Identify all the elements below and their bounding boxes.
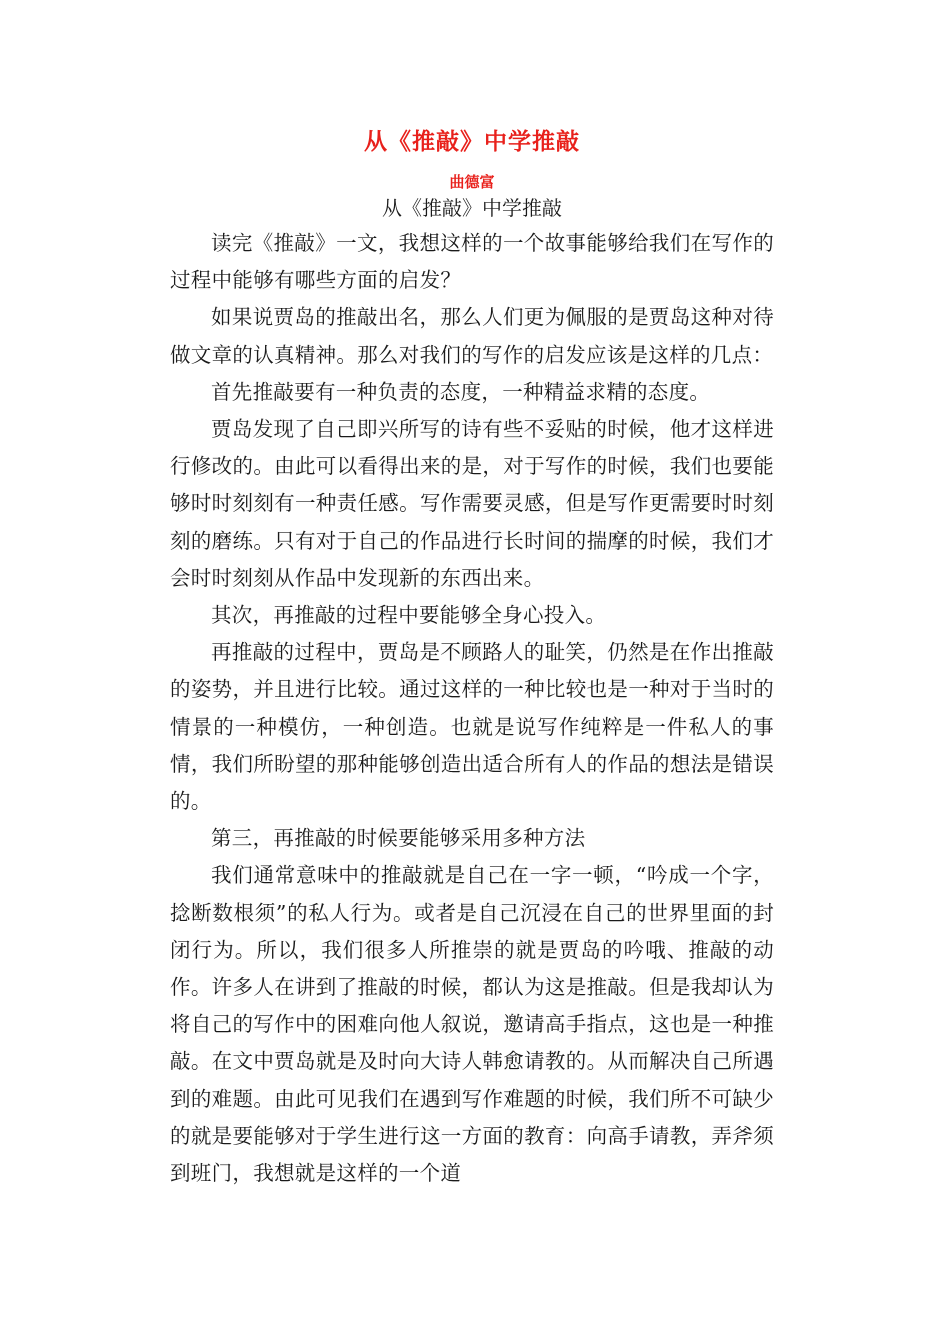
paragraph: 我们通常意味中的推敲就是自己在一字一顿，“吟成一个字，捻断数根须”的私人行为。或者是自己沉浸在自己的世界里面的封闭行为。所以，我们很多人所推崇的就是贾岛的吟哦、推敲的动作。许多人在讲到了推敲的时候，都认为这是推敲。但是我却认为将自己的写作中的困难向他人叙说，邀请高手指点，这也是一种推敲。在文中贾岛就是及时向大诗人韩愈请教的。从而解决自己所遇到的难题。由此可见我们在遇到写作难题的时候，我们所不可缺少的就是要能够对于学生进行这一方面的教育：向高手请教，弄斧须到班门，我想就是这样的一个道 xyxy=(170,863,774,1186)
document-subtitle: 从《推敲》中学推敲 xyxy=(382,196,562,220)
document-author: 曲德富 xyxy=(449,173,495,191)
paragraph: 读完《推敲》一文，我想这样的一个故事能够给我们在写作的过程中能够有哪些方面的启发？ xyxy=(170,231,774,293)
paragraph: 其次，再推敲的过程中要能够全身心投入。 xyxy=(211,603,607,628)
paragraph: 贾岛发现了自己即兴所写的诗有些不妥贴的时候，他才这样进行修改的。由此可以看得出来的是，对于写作的时候，我们也要能够时时刻刻有一种责任感。写作需要灵感，但是写作更需要时时刻刻的磨练。只有对于自己的作品进行长时间的揣摩的时候，我们才会时时刻刻从作品中发现新的东西出来。 xyxy=(170,417,774,590)
paragraph: 首先推敲要有一种负责的态度，一种精益求精的态度。 xyxy=(211,379,711,404)
document-body xyxy=(170,225,774,1192)
paragraph: 第三，再推敲的时候要能够采用多种方法 xyxy=(211,826,586,851)
paragraph: 如果说贾岛的推敲出名，那么人们更为佩服的是贾岛这种对待做文章的认真精神。那么对我们的写作的启发应该是这样的几点： xyxy=(170,305,774,367)
paragraph: 再推敲的过程中，贾岛是不顾路人的耻笑，仍然是在作出推敲的姿势，并且进行比较。通过这样的一种比较也是一种对于当时的情景的一种模仿，一种创造。也就是说写作纯粹是一件私人的事情，我们所盼望的那种能够创造出适合所有人的作品的想法是错误的。 xyxy=(170,640,774,814)
document-title: 从《推敲》中学推敲 xyxy=(364,128,580,155)
